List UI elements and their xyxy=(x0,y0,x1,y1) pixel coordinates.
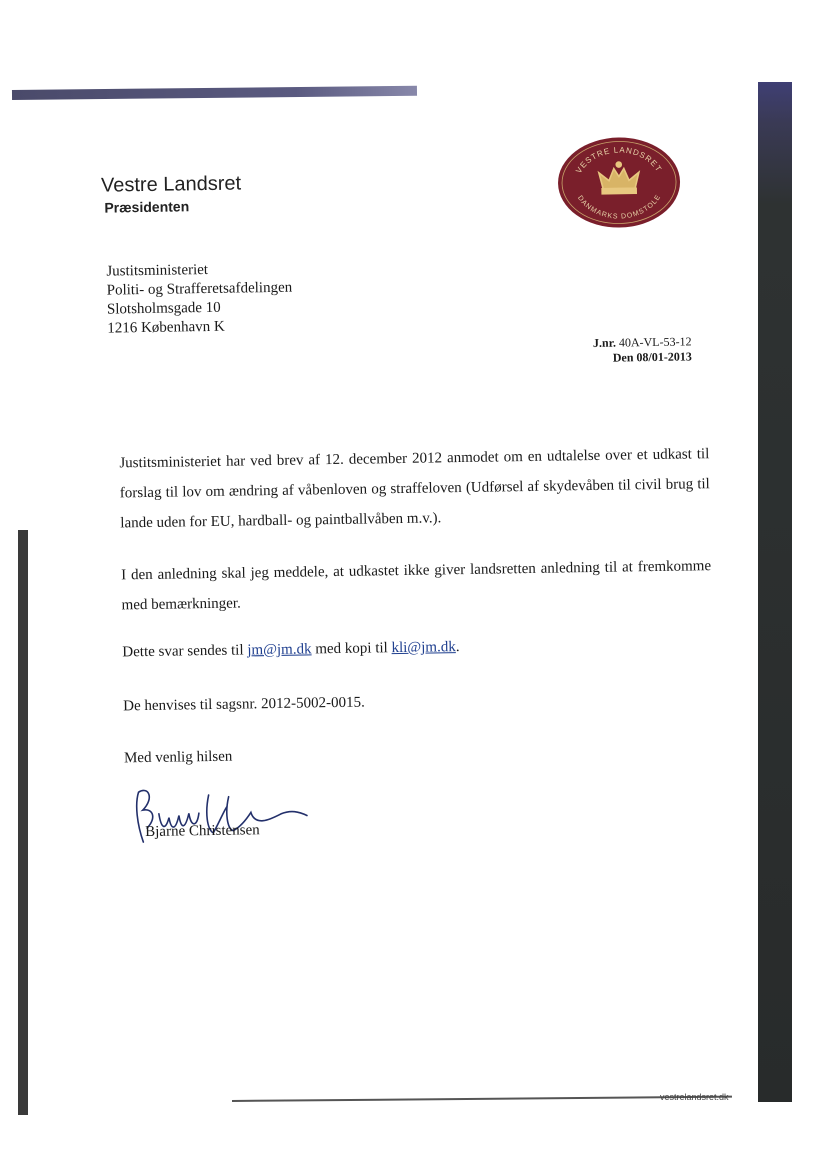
date-value: 08/01-2013 xyxy=(636,349,692,365)
recipient-line: Politi- og Strafferetsafdelingen xyxy=(106,279,293,299)
seal-bottom-text: DANMARKS DOMSTOLE xyxy=(575,193,663,221)
paragraph-case-number: De henvises til sagsnr. 2012-5002-0015. xyxy=(123,694,365,715)
paragraph-response: I den anledning skal jeg meddele, at udkastet ikke giver landsretten anledning til at fremkomme med bemærkninger. xyxy=(121,558,712,614)
court-seal xyxy=(556,136,681,230)
sender-name: Vestre Landsret xyxy=(100,172,242,197)
recipient-line: 1216 København K xyxy=(107,318,225,337)
jnr-value: 40A-VL-53-12 xyxy=(618,334,692,350)
sender-title: Præsidenten xyxy=(104,198,190,216)
date-label: Den xyxy=(612,350,634,365)
handwritten-signature xyxy=(128,781,319,854)
signer-name: Bjarne Christensen xyxy=(145,822,260,841)
letter-body xyxy=(119,439,714,767)
email-link-jm[interactable]: jm@jm.dk xyxy=(247,641,312,659)
jnr-label: J.nr. xyxy=(592,335,617,350)
recipient-address xyxy=(106,260,293,339)
sender-block xyxy=(101,172,242,215)
recipient-line: Justitsministeriet xyxy=(106,261,209,280)
reference-block xyxy=(537,334,691,366)
email-link-kli[interactable]: kli@jm.dk xyxy=(391,639,456,657)
seal-top-text: VESTRE LANDSRET xyxy=(574,145,664,175)
closing-greeting: Med venlig hilsen xyxy=(123,748,233,767)
recipient-line: Slotsholmsgade 10 xyxy=(106,299,221,318)
paragraph-distribution: Dette svar sendes til jm@jm.dk med kopi til kli@jm.dk. xyxy=(122,639,460,661)
footer-website: vestrelandsret.dk xyxy=(660,1092,729,1102)
paragraph-request: Justitsministeriet har ved brev af 12. december 2012 anmodet om en udtalelse over et udkast til forslag til lov om ændring af våbenloven og straffeloven (Udførsel af skydevåben til civil brug til lande uden for EU, hardball- og paintballvåben m.v.). xyxy=(119,446,710,532)
